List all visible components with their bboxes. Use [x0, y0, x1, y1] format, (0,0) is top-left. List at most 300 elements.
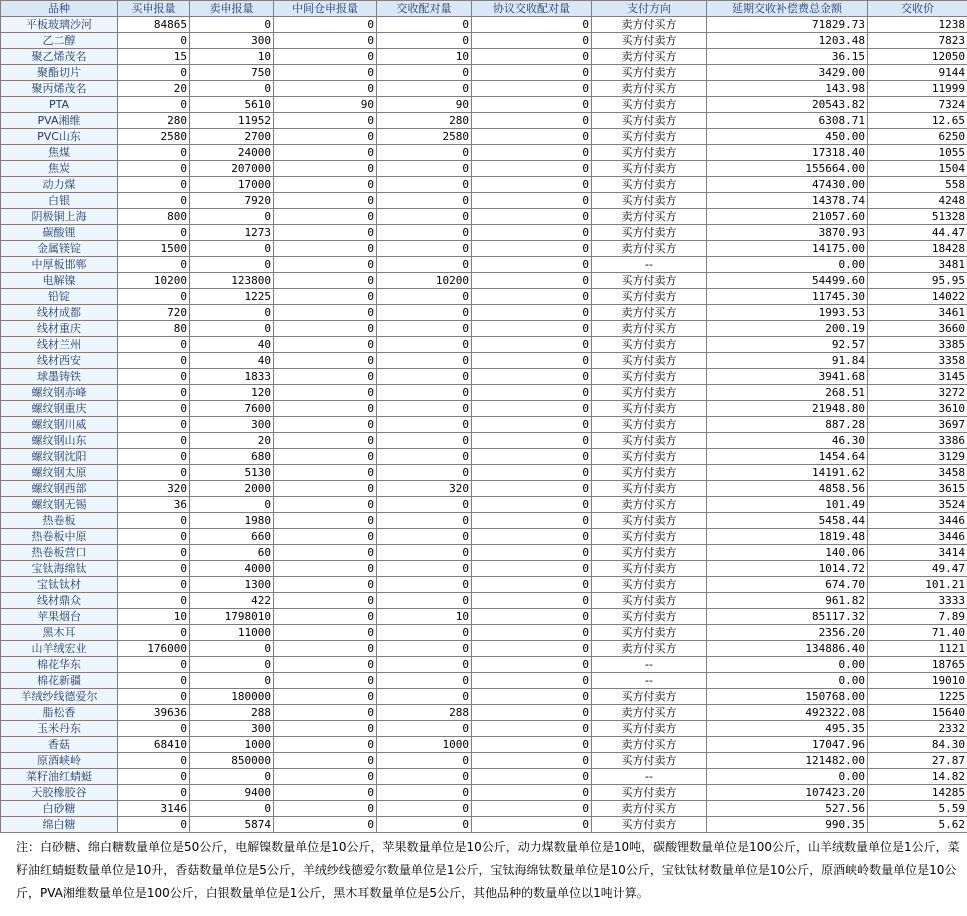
cell-variety: 线材西安 [1, 353, 118, 369]
cell-sell-qty: 1833 [190, 369, 274, 385]
cell-variety: 铅锭 [1, 289, 118, 305]
table-row [1, 433, 967, 449]
cell-variety: 山羊绒宏业 [1, 641, 118, 657]
cell-sell-qty: 20 [190, 433, 274, 449]
cell-buy-qty: 0 [118, 593, 190, 609]
cell-settlement-price: 3697 [868, 417, 967, 433]
table-row [1, 241, 967, 257]
cell-compensation-amount: 14378.74 [707, 193, 868, 209]
cell-payment-direction: 卖方付买方 [592, 497, 707, 513]
cell-payment-direction: 卖方付买方 [592, 49, 707, 65]
cell-sell-qty: 1980 [190, 513, 274, 529]
cell-intermediate-qty: 90 [274, 97, 377, 113]
cell-compensation-amount: 495.35 [707, 721, 868, 737]
cell-payment-direction: 买方付卖方 [592, 753, 707, 769]
cell-settlement-price: 6250 [868, 129, 967, 145]
cell-compensation-amount: 107423.20 [707, 785, 868, 801]
cell-buy-qty: 320 [118, 481, 190, 497]
cell-sell-qty: 60 [190, 545, 274, 561]
cell-settlement-price: 101.21 [868, 577, 967, 593]
cell-agreement-matched-qty: 0 [472, 785, 592, 801]
cell-variety: 绵白糖 [1, 817, 118, 833]
cell-variety: 菜籽油红蜻蜓 [1, 769, 118, 785]
table-row [1, 401, 967, 417]
cell-settlement-price: 14285 [868, 785, 967, 801]
cell-settlement-price: 51328 [868, 209, 967, 225]
cell-variety: 天胶橡胶谷 [1, 785, 118, 801]
cell-matched-qty: 0 [377, 33, 472, 49]
cell-settlement-price: 1225 [868, 689, 967, 705]
cell-variety: 羊绒纱线德爱尔 [1, 689, 118, 705]
cell-matched-qty: 0 [377, 593, 472, 609]
cell-matched-qty: 10 [377, 49, 472, 65]
header-agreement-matched-qty: 协议交收配对量 [472, 1, 592, 17]
cell-buy-qty: 0 [118, 465, 190, 481]
cell-agreement-matched-qty: 0 [472, 257, 592, 273]
cell-compensation-amount: 71829.73 [707, 17, 868, 33]
cell-compensation-amount: 887.28 [707, 417, 868, 433]
cell-sell-qty: 0 [190, 17, 274, 33]
cell-variety: 聚丙烯茂名 [1, 81, 118, 97]
cell-settlement-price: 3446 [868, 529, 967, 545]
cell-payment-direction: 卖方付买方 [592, 737, 707, 753]
cell-payment-direction: 买方付卖方 [592, 593, 707, 609]
cell-compensation-amount: 101.49 [707, 497, 868, 513]
cell-payment-direction: 买方付卖方 [592, 193, 707, 209]
cell-agreement-matched-qty: 0 [472, 33, 592, 49]
cell-intermediate-qty: 0 [274, 705, 377, 721]
cell-agreement-matched-qty: 0 [472, 481, 592, 497]
cell-compensation-amount: 990.35 [707, 817, 868, 833]
cell-intermediate-qty: 0 [274, 481, 377, 497]
cell-matched-qty: 0 [377, 257, 472, 273]
cell-sell-qty: 17000 [190, 177, 274, 193]
cell-payment-direction: 买方付卖方 [592, 177, 707, 193]
cell-payment-direction: 买方付卖方 [592, 369, 707, 385]
table-row [1, 785, 967, 801]
cell-variety: 动力煤 [1, 177, 118, 193]
cell-settlement-price: 14.82 [868, 769, 967, 785]
cell-payment-direction: 买方付卖方 [592, 625, 707, 641]
cell-compensation-amount: 140.06 [707, 545, 868, 561]
cell-settlement-price: 3358 [868, 353, 967, 369]
cell-settlement-price: 18765 [868, 657, 967, 673]
table-row [1, 449, 967, 465]
cell-matched-qty: 0 [377, 177, 472, 193]
cell-sell-qty: 1273 [190, 225, 274, 241]
cell-payment-direction: 买方付卖方 [592, 433, 707, 449]
cell-buy-qty: 39636 [118, 705, 190, 721]
cell-agreement-matched-qty: 0 [472, 433, 592, 449]
table-row [1, 369, 967, 385]
cell-sell-qty: 680 [190, 449, 274, 465]
cell-compensation-amount: 1819.48 [707, 529, 868, 545]
cell-settlement-price: 3524 [868, 497, 967, 513]
cell-payment-direction: 买方付卖方 [592, 337, 707, 353]
cell-variety: 热卷板营口 [1, 545, 118, 561]
cell-buy-qty: 0 [118, 177, 190, 193]
cell-buy-qty: 0 [118, 529, 190, 545]
cell-compensation-amount: 11745.30 [707, 289, 868, 305]
cell-matched-qty: 0 [377, 673, 472, 689]
cell-intermediate-qty: 0 [274, 593, 377, 609]
cell-payment-direction: 买方付卖方 [592, 385, 707, 401]
cell-matched-qty: 0 [377, 241, 472, 257]
table-row [1, 305, 967, 321]
cell-sell-qty: 300 [190, 417, 274, 433]
cell-variety: 线材重庆 [1, 321, 118, 337]
cell-matched-qty: 0 [377, 321, 472, 337]
cell-compensation-amount: 0.00 [707, 673, 868, 689]
header-matched-qty: 交收配对量 [377, 1, 472, 17]
cell-compensation-amount: 54499.60 [707, 273, 868, 289]
cell-compensation-amount: 21057.60 [707, 209, 868, 225]
cell-intermediate-qty: 0 [274, 449, 377, 465]
cell-payment-direction: 买方付卖方 [592, 577, 707, 593]
cell-matched-qty: 10 [377, 609, 472, 625]
table-row [1, 689, 967, 705]
cell-payment-direction: -- [592, 673, 707, 689]
cell-settlement-price: 2332 [868, 721, 967, 737]
cell-payment-direction: 买方付卖方 [592, 353, 707, 369]
cell-buy-qty: 0 [118, 161, 190, 177]
cell-agreement-matched-qty: 0 [472, 737, 592, 753]
cell-matched-qty: 0 [377, 785, 472, 801]
cell-matched-qty: 0 [377, 81, 472, 97]
cell-matched-qty: 0 [377, 657, 472, 673]
cell-agreement-matched-qty: 0 [472, 449, 592, 465]
cell-matched-qty: 0 [377, 193, 472, 209]
cell-variety: 棉花新疆 [1, 673, 118, 689]
cell-payment-direction: 买方付卖方 [592, 449, 707, 465]
cell-variety: 线材鼎众 [1, 593, 118, 609]
cell-compensation-amount: 1454.64 [707, 449, 868, 465]
cell-settlement-price: 3461 [868, 305, 967, 321]
cell-agreement-matched-qty: 0 [472, 401, 592, 417]
cell-intermediate-qty: 0 [274, 225, 377, 241]
cell-sell-qty: 422 [190, 593, 274, 609]
cell-sell-qty: 288 [190, 705, 274, 721]
cell-agreement-matched-qty: 0 [472, 545, 592, 561]
cell-sell-qty: 120 [190, 385, 274, 401]
cell-buy-qty: 0 [118, 257, 190, 273]
header-settlement-price: 交收价 [868, 1, 967, 17]
cell-agreement-matched-qty: 0 [472, 465, 592, 481]
cell-sell-qty: 300 [190, 721, 274, 737]
cell-settlement-price: 3333 [868, 593, 967, 609]
cell-matched-qty: 0 [377, 753, 472, 769]
cell-agreement-matched-qty: 0 [472, 145, 592, 161]
table-row [1, 737, 967, 753]
cell-variety: 黑木耳 [1, 625, 118, 641]
cell-variety: 宝钛海绵钛 [1, 561, 118, 577]
cell-compensation-amount: 121482.00 [707, 753, 868, 769]
cell-sell-qty: 2700 [190, 129, 274, 145]
cell-compensation-amount: 46.30 [707, 433, 868, 449]
cell-buy-qty: 0 [118, 817, 190, 833]
cell-settlement-price: 11999 [868, 81, 967, 97]
cell-settlement-price: 3385 [868, 337, 967, 353]
cell-variety: 电解镍 [1, 273, 118, 289]
cell-variety: PTA [1, 97, 118, 113]
cell-agreement-matched-qty: 0 [472, 241, 592, 257]
cell-buy-qty: 0 [118, 561, 190, 577]
cell-settlement-price: 84.30 [868, 737, 967, 753]
cell-agreement-matched-qty: 0 [472, 625, 592, 641]
table-row [1, 225, 967, 241]
cell-matched-qty: 0 [377, 225, 472, 241]
cell-payment-direction: 买方付卖方 [592, 145, 707, 161]
cell-intermediate-qty: 0 [274, 305, 377, 321]
cell-matched-qty: 2580 [377, 129, 472, 145]
table-row [1, 321, 967, 337]
cell-sell-qty: 207000 [190, 161, 274, 177]
cell-compensation-amount: 134886.40 [707, 641, 868, 657]
cell-buy-qty: 0 [118, 145, 190, 161]
cell-sell-qty: 0 [190, 81, 274, 97]
cell-buy-qty: 0 [118, 673, 190, 689]
cell-matched-qty: 0 [377, 449, 472, 465]
cell-sell-qty: 0 [190, 241, 274, 257]
cell-agreement-matched-qty: 0 [472, 417, 592, 433]
cell-matched-qty: 0 [377, 801, 472, 817]
cell-intermediate-qty: 0 [274, 193, 377, 209]
cell-sell-qty: 0 [190, 209, 274, 225]
cell-buy-qty: 0 [118, 769, 190, 785]
cell-intermediate-qty: 0 [274, 801, 377, 817]
cell-matched-qty: 0 [377, 641, 472, 657]
cell-variety: 金属镁锭 [1, 241, 118, 257]
cell-agreement-matched-qty: 0 [472, 801, 592, 817]
table-row [1, 209, 967, 225]
cell-variety: 中厚板邯郸 [1, 257, 118, 273]
cell-sell-qty: 40 [190, 337, 274, 353]
cell-sell-qty: 750 [190, 65, 274, 81]
cell-intermediate-qty: 0 [274, 673, 377, 689]
cell-variety: 原酒峡岭 [1, 753, 118, 769]
header-buy-qty: 买申报量 [118, 1, 190, 17]
cell-agreement-matched-qty: 0 [472, 321, 592, 337]
cell-variety: 球墨铸铁 [1, 369, 118, 385]
cell-compensation-amount: 268.51 [707, 385, 868, 401]
cell-matched-qty: 1000 [377, 737, 472, 753]
cell-compensation-amount: 85117.32 [707, 609, 868, 625]
cell-intermediate-qty: 0 [274, 81, 377, 97]
cell-buy-qty: 0 [118, 65, 190, 81]
cell-intermediate-qty: 0 [274, 417, 377, 433]
cell-matched-qty: 0 [377, 161, 472, 177]
cell-matched-qty: 0 [377, 465, 472, 481]
cell-compensation-amount: 5458.44 [707, 513, 868, 529]
cell-matched-qty: 0 [377, 433, 472, 449]
cell-compensation-amount: 20543.82 [707, 97, 868, 113]
cell-sell-qty: 0 [190, 673, 274, 689]
table-row [1, 17, 967, 33]
cell-compensation-amount: 3941.68 [707, 369, 868, 385]
cell-buy-qty: 720 [118, 305, 190, 321]
cell-buy-qty: 800 [118, 209, 190, 225]
cell-buy-qty: 36 [118, 497, 190, 513]
table-row [1, 497, 967, 513]
cell-agreement-matched-qty: 0 [472, 209, 592, 225]
cell-settlement-price: 1238 [868, 17, 967, 33]
cell-variety: 苹果烟台 [1, 609, 118, 625]
cell-sell-qty: 5130 [190, 465, 274, 481]
cell-compensation-amount: 155664.00 [707, 161, 868, 177]
cell-sell-qty: 300 [190, 33, 274, 49]
cell-variety: 螺纹钢无锡 [1, 497, 118, 513]
cell-compensation-amount: 961.82 [707, 593, 868, 609]
footnote: 注：白砂糖、绵白糖数量单位是50公斤，电解镍数量单位是10公斤，苹果数量单位是10公斤，动力煤数量单位是10吨，碳酸锂数量单位是100公斤，山羊绒数量单位是1公斤，菜籽油红蜻蜓数量单位是10升，香菇数量单位是5公斤，羊绒纱线德爱尔数量单位是1公斤，宝钛海绵钛数量单位是10公斤，宝钛钛材数量单位是10公斤，原酒峡岭数量单位是10公斤，PVA湘维数量单位是100公斤，白银数量单位是1公斤，黑木耳数量单位是5公斤，其他品种的数量单位以1吨计算。 [16, 840, 960, 900]
cell-sell-qty: 1798010 [190, 609, 274, 625]
cell-settlement-price: 12.65 [868, 113, 967, 129]
cell-settlement-price: 3414 [868, 545, 967, 561]
cell-intermediate-qty: 0 [274, 433, 377, 449]
table-row [1, 273, 967, 289]
cell-sell-qty: 5610 [190, 97, 274, 113]
cell-agreement-matched-qty: 0 [472, 369, 592, 385]
cell-buy-qty: 0 [118, 785, 190, 801]
cell-compensation-amount: 17047.96 [707, 737, 868, 753]
cell-matched-qty: 0 [377, 689, 472, 705]
cell-matched-qty: 0 [377, 17, 472, 33]
cell-variety: 脂松香 [1, 705, 118, 721]
cell-variety: 螺纹钢川威 [1, 417, 118, 433]
cell-compensation-amount: 0.00 [707, 769, 868, 785]
cell-matched-qty: 0 [377, 577, 472, 593]
cell-buy-qty: 1500 [118, 241, 190, 257]
cell-intermediate-qty: 0 [274, 513, 377, 529]
cell-matched-qty: 0 [377, 529, 472, 545]
cell-variety: 宝钛钛材 [1, 577, 118, 593]
cell-sell-qty: 7920 [190, 193, 274, 209]
cell-settlement-price: 12050 [868, 49, 967, 65]
cell-matched-qty: 0 [377, 769, 472, 785]
cell-variety: 碳酸锂 [1, 225, 118, 241]
cell-variety: 热卷板中原 [1, 529, 118, 545]
cell-payment-direction: 买方付卖方 [592, 545, 707, 561]
cell-settlement-price: 95.95 [868, 273, 967, 289]
cell-intermediate-qty: 0 [274, 257, 377, 273]
cell-payment-direction: 买方付卖方 [592, 129, 707, 145]
table-row [1, 417, 967, 433]
cell-intermediate-qty: 0 [274, 17, 377, 33]
cell-buy-qty: 280 [118, 113, 190, 129]
cell-matched-qty: 0 [377, 721, 472, 737]
cell-intermediate-qty: 0 [274, 561, 377, 577]
cell-sell-qty: 11000 [190, 625, 274, 641]
table-body [1, 17, 967, 833]
cell-intermediate-qty: 0 [274, 353, 377, 369]
cell-variety: 阴极铜上海 [1, 209, 118, 225]
cell-buy-qty: 0 [118, 545, 190, 561]
table-row [1, 49, 967, 65]
table-row [1, 113, 967, 129]
cell-buy-qty: 3146 [118, 801, 190, 817]
cell-buy-qty: 0 [118, 289, 190, 305]
cell-variety: 线材成都 [1, 305, 118, 321]
cell-buy-qty: 84865 [118, 17, 190, 33]
table-row [1, 673, 967, 689]
cell-buy-qty: 0 [118, 385, 190, 401]
cell-compensation-amount: 0.00 [707, 257, 868, 273]
cell-compensation-amount: 1993.53 [707, 305, 868, 321]
cell-payment-direction: 卖方付买方 [592, 17, 707, 33]
cell-payment-direction: -- [592, 769, 707, 785]
cell-matched-qty: 288 [377, 705, 472, 721]
cell-variety: 线材兰州 [1, 337, 118, 353]
cell-agreement-matched-qty: 0 [472, 161, 592, 177]
cell-variety: 香菇 [1, 737, 118, 753]
cell-agreement-matched-qty: 0 [472, 17, 592, 33]
table-row [1, 609, 967, 625]
cell-sell-qty: 24000 [190, 145, 274, 161]
cell-buy-qty: 0 [118, 433, 190, 449]
cell-settlement-price: 49.47 [868, 561, 967, 577]
cell-settlement-price: 18428 [868, 241, 967, 257]
cell-matched-qty: 0 [377, 417, 472, 433]
cell-intermediate-qty: 0 [274, 385, 377, 401]
cell-intermediate-qty: 0 [274, 321, 377, 337]
cell-payment-direction: 卖方付买方 [592, 209, 707, 225]
cell-compensation-amount: 143.98 [707, 81, 868, 97]
cell-compensation-amount: 1203.48 [707, 33, 868, 49]
cell-buy-qty: 0 [118, 449, 190, 465]
cell-compensation-amount: 4858.56 [707, 481, 868, 497]
cell-sell-qty: 850000 [190, 753, 274, 769]
cell-payment-direction: 卖方付买方 [592, 705, 707, 721]
cell-compensation-amount: 47430.00 [707, 177, 868, 193]
cell-matched-qty: 0 [377, 305, 472, 321]
cell-buy-qty: 0 [118, 193, 190, 209]
cell-payment-direction: 买方付卖方 [592, 529, 707, 545]
cell-payment-direction: 卖方付买方 [592, 81, 707, 97]
table-row [1, 545, 967, 561]
cell-sell-qty: 0 [190, 657, 274, 673]
cell-sell-qty: 5874 [190, 817, 274, 833]
cell-settlement-price: 7.89 [868, 609, 967, 625]
cell-buy-qty: 0 [118, 97, 190, 113]
cell-agreement-matched-qty: 0 [472, 113, 592, 129]
cell-buy-qty: 0 [118, 513, 190, 529]
cell-payment-direction: 买方付卖方 [592, 33, 707, 49]
cell-agreement-matched-qty: 0 [472, 769, 592, 785]
cell-intermediate-qty: 0 [274, 161, 377, 177]
cell-matched-qty: 0 [377, 289, 472, 305]
cell-settlement-price: 3610 [868, 401, 967, 417]
cell-buy-qty: 80 [118, 321, 190, 337]
cell-buy-qty: 0 [118, 225, 190, 241]
table-row [1, 769, 967, 785]
cell-settlement-price: 71.40 [868, 625, 967, 641]
cell-buy-qty: 0 [118, 657, 190, 673]
cell-sell-qty: 123800 [190, 273, 274, 289]
cell-intermediate-qty: 0 [274, 113, 377, 129]
header-variety: 品种 [1, 1, 118, 17]
cell-agreement-matched-qty: 0 [472, 721, 592, 737]
cell-agreement-matched-qty: 0 [472, 641, 592, 657]
cell-intermediate-qty: 0 [274, 289, 377, 305]
cell-sell-qty: 0 [190, 497, 274, 513]
cell-compensation-amount: 3870.93 [707, 225, 868, 241]
table-row [1, 289, 967, 305]
cell-intermediate-qty: 0 [274, 209, 377, 225]
cell-compensation-amount: 527.56 [707, 801, 868, 817]
table-row [1, 353, 967, 369]
cell-sell-qty: 1225 [190, 289, 274, 305]
cell-payment-direction: -- [592, 657, 707, 673]
cell-intermediate-qty: 0 [274, 337, 377, 353]
